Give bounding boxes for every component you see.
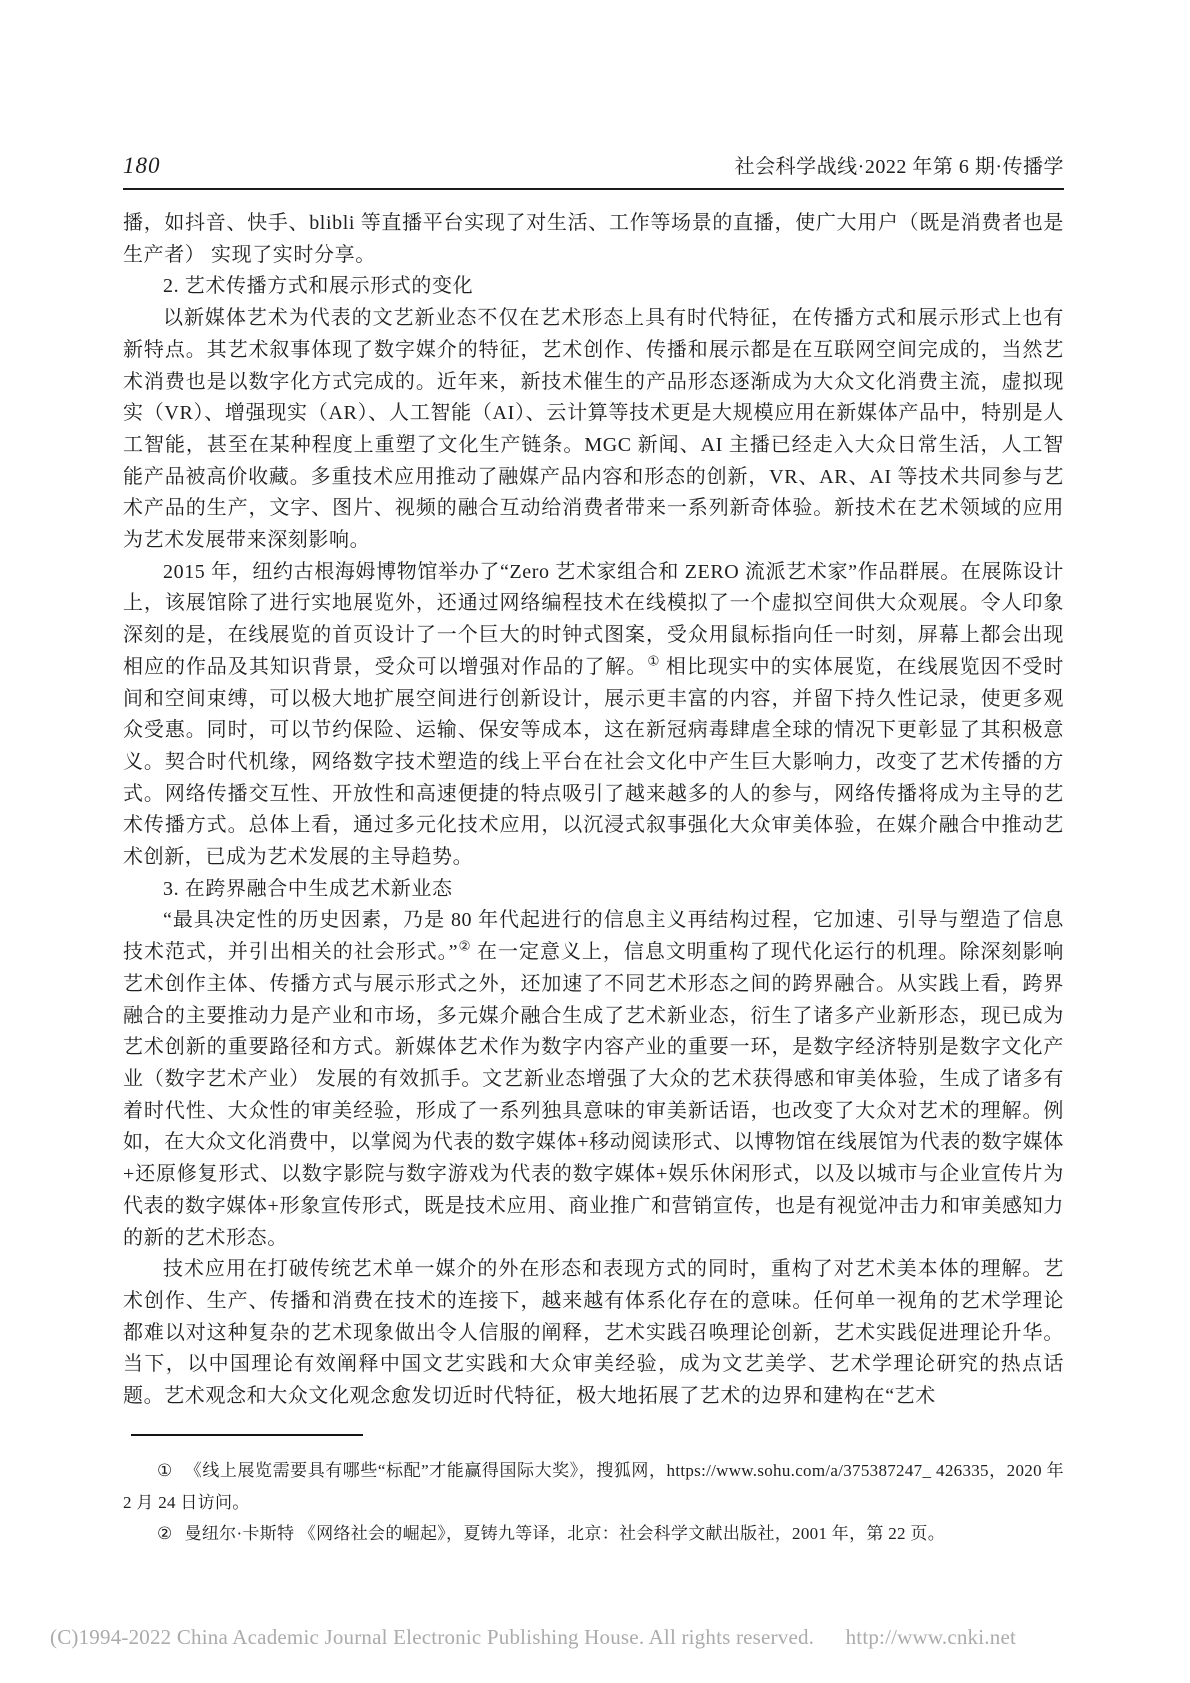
section-heading — [123, 271, 1064, 303]
article-body — [123, 208, 1064, 1413]
text-run: 技术应用在打破传统艺术单一媒介的外在形态和表现方式的同时，重构了对艺术美本体的理解。艺术创作、生产、传播和消费在技术的连接下，越来越有体系化存在的意味。任何单一视角的艺术学理论都难以对这种复杂的艺术现象做出令人信服的阐释，艺术实践召唤理论创新，艺术实践促进理论升华。当下，以中国理论有效阐释中国文艺实践和大众审美经验，成为文艺美学、艺术学理论研究的热点话题。艺术观念和大众文化观念愈发切近时代特征，极大地拓展了艺术的边界和建构在“艺术 — [123, 1258, 1064, 1408]
paragraph — [123, 303, 1064, 557]
watermark-url: http://www.cnki.net — [845, 1625, 1016, 1649]
text-run: 2. 艺术传播方式和展示形式的变化 — [163, 275, 474, 298]
footnote-list — [123, 1455, 1064, 1550]
text-run: 以新媒体艺术为代表的文艺新业态不仅在艺术形态上具有时代特征，在传播方式和展示形式上也有新特点。其艺术叙事体现了数字媒介的特征，艺术创作、传播和展示都是在互联网空间完成的，当然艺术消费也是以数字化方式完成的。近年来，新技术催生的产品形态逐渐成为大众文化消费主流，虚拟现实（VR）、增强现实（AR）、人工智能（AI）、云计算等技术更是大规模应用在新媒体产品中，特别是人工智能，甚至在某种程度上重塑了文化生产链条。MGC 新闻、AI 主播已经走入大众日常生活，人工智能产品被高价收藏。多重技术应用推动了融媒产品内容和形态的创新，VR、AR、AI 等技术共同参与艺术产品的生产，文字、图片、视频的融合互动给消费者带来一系列新奇体验。新技术在艺术领域的应用为艺术发展带来深刻影响。 — [123, 307, 1064, 552]
footnotes-section — [123, 1434, 1064, 1550]
footnote-item — [123, 1518, 1064, 1550]
text-run: 播，如抖音、快手、blibli 等直播平台实现了对生活、工作等场景的直播，使广大用户（既是消费者也是生产者） 实现了实时分享。 — [123, 212, 1064, 266]
page-number: 180 — [123, 153, 161, 178]
paragraph — [123, 905, 1064, 1254]
text-run: 在一定意义上，信息文明重构了现代化运行的机理。除深刻影响艺术创作主体、传播方式与展示形式之外，还加速了不同艺术形态之间的跨界融合。从实践上看，跨界融合的主要推动力是产业和市场，多元媒介融合生成了艺术新业态，衍生了诸多产业新形态，现已成为艺术创新的重要路径和方式。新媒体艺术作为数字内容产业的重要一环，是数字经济特别是数字文化产业（数字艺术产业） 发展的有效抓手。文艺新业态增强了大众的艺术获得感和审美体验，生成了诸多有着时代性、大众性的审美经验，形成了一系列独具意味的审美新话语，也改变了大众对艺术的理解。例如，在大众文化消费中，以掌阅为代表的数字媒体+移动阅读形式、以博物馆在线展馆为代表的数字媒体+还原修复形式、以数字影院与数字游戏为代表的数字媒体+娱乐休闲形式，以及以城市与企业宣传片为代表的数字媒体+形象宣传形式，既是技术应用、商业推广和营销宣传，也是有视觉冲击力和审美感知力的新的艺术形态。 — [123, 941, 1065, 1249]
text-run: 3. 在跨界融合中生成艺术新业态 — [163, 877, 453, 900]
watermark-copyright: (C)1994-2022 China Academic Journal Electronic Publishing House. All rights reserved. — [50, 1625, 815, 1649]
footnote-marker: ② — [157, 1524, 173, 1543]
text-run: 相比现实中的实体展览，在线展览因不受时间和空间束缚，可以极大地扩展空间进行创新设计，展示更丰富的内容，并留下持久性记录，使更多观众受惠。同时，可以节约保险、运输、保安等成本，这在新冠病毒肆虐全球的情况下更彰显了其积极意义。契合时代机缘，网络数字技术塑造的线上平台在社会文化中产生巨大影响力，改变了艺术传播的方式。网络传播交互性、开放性和高速便捷的特点吸引了越来越多的人的参与，网络传播将成为主导的艺术传播方式。总体上看，通过多元化技术应用，以沉浸式叙事强化大众审美体验，在媒介融合中推动艺术创新，已成为艺术发展的主导趋势。 — [123, 655, 1065, 869]
watermark — [50, 1625, 1016, 1650]
footnote-item — [123, 1455, 1064, 1518]
paragraph — [123, 557, 1064, 874]
footnote-reference: ② — [458, 938, 472, 954]
page-header — [123, 150, 1064, 190]
footnote-divider — [131, 1434, 363, 1436]
body-paragraphs — [123, 208, 1064, 1413]
footnote-text: 《线上展览需要具有哪些“标配”才能赢得国际大奖》，搜狐网，https://www.sohu.com/a/375387247_ 426335，2020 年 2 月 24 日访问。 — [123, 1461, 1064, 1512]
text-run: 2015 年，纽约古根海姆博物馆举办了“Zero 艺术家组合和 ZERO 流派艺术家”作品群展。在展陈设计上，该展馆除了进行实地展览外，还通过网络编程技术在线模拟了一个虚拟空间供大众观展。令人印象深刻的是，在线展览的首页设计了一个巨大的时钟式图案，受众用鼠标指向任一时刻，屏幕上都会出现相应的作品及其知识背景，受众可以增强对作品的了解。 — [123, 560, 1064, 678]
footnote-marker: ① — [157, 1461, 173, 1480]
footnote-reference: ① — [647, 653, 660, 669]
journal-issue-info: 社会科学战线·2022 年第 6 期·传播学 — [734, 156, 1064, 178]
paragraph — [123, 208, 1064, 271]
paragraph — [123, 1254, 1064, 1413]
footnote-text: 曼纽尔·卡斯特 《网络社会的崛起》，夏铸九等译，北京：社会科学文献出版社，2001 年，第 22 页。 — [184, 1524, 946, 1543]
section-heading — [123, 874, 1064, 906]
text-run: “最具决定性的历史因素，乃是 80 年代起进行的信息主义再结构过程，它加速、引导与塑造了信息技术范式，并引出相关的社会形式。” — [123, 909, 1064, 964]
